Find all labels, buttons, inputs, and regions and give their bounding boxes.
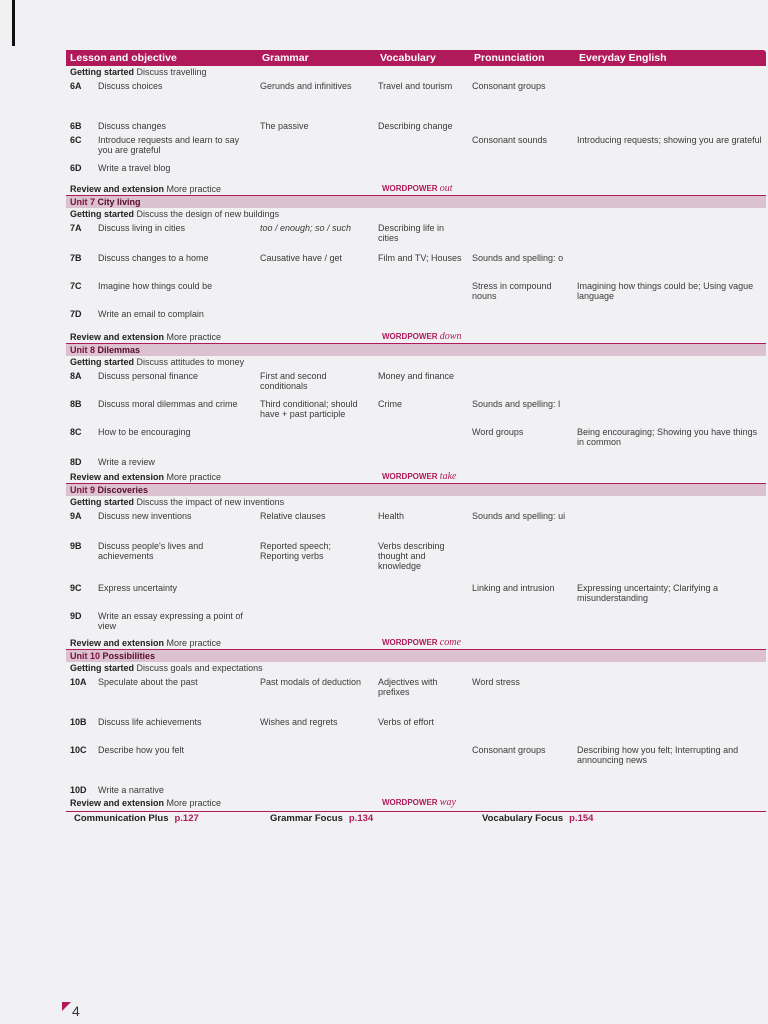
- unit-title-bar: [66, 649, 766, 662]
- lesson-pronunciation: Word stress: [472, 677, 520, 687]
- lesson-row: [66, 455, 766, 471]
- lesson-objective: Write a travel blog: [98, 163, 171, 173]
- lesson-grammar: Third conditional; should have + past participle: [260, 399, 358, 419]
- getting-started: [66, 208, 766, 221]
- review-row: [66, 637, 766, 649]
- lesson-vocabulary: Travel and tourism: [378, 81, 453, 91]
- lesson-pronunciation: [470, 611, 575, 637]
- lesson-pronunciation: Word groups: [472, 427, 524, 437]
- lesson-vocabulary: [376, 611, 470, 637]
- lesson-objective: Imagine how things could be: [98, 281, 213, 291]
- wordpower-label: WORDPOWER: [382, 184, 438, 193]
- lesson-code: 10D: [70, 785, 87, 795]
- lesson-objective: Discuss changes: [98, 121, 167, 131]
- lesson-code: 8A: [70, 371, 82, 381]
- lesson-vocabulary: Describing change: [378, 121, 453, 131]
- lesson-objective: Discuss choices: [98, 81, 163, 91]
- getting-started-label: Getting started: [70, 357, 135, 367]
- getting-started-label: Getting started: [70, 497, 135, 507]
- lesson-pronunciation: [470, 785, 575, 797]
- lesson-code: 7D: [70, 309, 82, 319]
- lesson-row: [66, 743, 766, 783]
- lesson-pronunciation: [470, 309, 575, 331]
- lesson-grammar: [258, 427, 376, 455]
- footer-vocabulary-focus: [482, 812, 593, 826]
- lesson-row: [66, 251, 766, 279]
- lesson-row: [66, 307, 766, 331]
- unit-number: Unit 8: [70, 345, 96, 355]
- lesson-pronunciation: Consonant groups: [472, 745, 546, 755]
- lesson-everyday-english: [575, 121, 766, 133]
- lesson-grammar: Wishes and regrets: [260, 717, 338, 727]
- unit-title-bar: [66, 195, 766, 208]
- lesson-vocabulary: Adjectives with prefixes: [378, 677, 438, 697]
- lesson-everyday-english: [575, 717, 766, 743]
- review-label: Review and extension: [70, 472, 165, 482]
- lesson-objective: Write an essay expressing a point of view: [98, 611, 243, 631]
- lesson-pronunciation: Sounds and spelling: o: [472, 253, 564, 263]
- lesson-code: 6C: [70, 135, 82, 145]
- footer-label: Grammar Focus: [270, 813, 343, 824]
- wordpower-label: WORDPOWER: [382, 638, 438, 647]
- lesson-row: [66, 133, 766, 161]
- lesson-pronunciation: [470, 717, 575, 743]
- getting-started: [66, 356, 766, 369]
- wordpower-word: out: [439, 183, 453, 194]
- footer-page: p.134: [348, 813, 374, 824]
- lesson-vocabulary: [376, 163, 470, 183]
- lesson-row: [66, 221, 766, 251]
- lesson-objective: Discuss changes to a home: [98, 253, 209, 263]
- wordpower-label: WORDPOWER: [382, 798, 438, 807]
- lesson-code: 10A: [70, 677, 87, 687]
- lesson-everyday-english: Being encouraging; Showing you have things in common: [577, 427, 758, 447]
- lesson-row: [66, 79, 766, 119]
- review-text: More practice: [166, 798, 222, 808]
- lesson-row: [66, 119, 766, 133]
- review-row: [66, 471, 766, 483]
- lesson-objective: Discuss people's lives and achievements: [98, 541, 204, 561]
- lesson-everyday-english: [575, 399, 766, 425]
- header-grammar: Grammar: [262, 52, 309, 64]
- lesson-code: 7A: [70, 223, 82, 233]
- unit-number: Unit 7: [70, 197, 96, 207]
- review-label: Review and extension: [70, 184, 165, 194]
- lesson-vocabulary: Money and finance: [378, 371, 455, 381]
- footer-grammar-focus: [266, 812, 482, 826]
- wordpower-word: way: [439, 797, 456, 808]
- getting-started: [66, 496, 766, 509]
- lesson-row: [66, 539, 766, 581]
- getting-started-text: Discuss the design of new buildings: [136, 209, 280, 219]
- lesson-everyday-english: [575, 785, 766, 797]
- lesson-objective: How to be encouraging: [98, 427, 191, 437]
- review-row: [66, 331, 766, 343]
- lesson-grammar: Past modals of deduction: [260, 677, 362, 687]
- lesson-pronunciation: Sounds and spelling: ui: [472, 511, 566, 521]
- lesson-row: [66, 279, 766, 307]
- unit-number: Unit 9: [70, 485, 96, 495]
- getting-started-text: Discuss goals and expectations: [136, 663, 263, 673]
- unit-6-section: [66, 66, 766, 195]
- lesson-code: 9A: [70, 511, 82, 521]
- page-number: 4: [72, 1003, 80, 1019]
- wordpower: [380, 637, 461, 649]
- lesson-vocabulary: [376, 785, 470, 797]
- lesson-vocabulary: [376, 135, 470, 161]
- review-label: Review and extension: [70, 332, 165, 342]
- lesson-vocabulary: Crime: [378, 399, 402, 409]
- lesson-grammar: [258, 611, 376, 637]
- getting-started-text: Discuss the impact of new inventions: [136, 497, 285, 507]
- review-row: [66, 797, 766, 809]
- header-pronunciation: Pronunciation: [474, 52, 545, 64]
- review-text: More practice: [166, 638, 222, 648]
- lesson-everyday-english: [575, 223, 766, 251]
- lesson-pronunciation: [470, 163, 575, 183]
- lesson-everyday-english: [575, 457, 766, 471]
- lesson-everyday-english: Introducing requests; showing you are grateful: [577, 135, 762, 145]
- lesson-grammar: Gerunds and infinitives: [260, 81, 352, 91]
- review-text: More practice: [166, 184, 222, 194]
- unit-7-section: [66, 195, 766, 343]
- lesson-vocabulary: Film and TV; Houses: [378, 253, 462, 263]
- binding-edge: [12, 0, 15, 46]
- wordpower-word: take: [439, 471, 457, 482]
- getting-started: [66, 662, 766, 675]
- lesson-grammar: First and second conditionals: [260, 371, 327, 391]
- lesson-pronunciation: Consonant groups: [472, 81, 546, 91]
- getting-started-text: Discuss travelling: [136, 67, 207, 77]
- lesson-row: [66, 397, 766, 425]
- lesson-vocabulary: [376, 309, 470, 331]
- wordpower-word: come: [439, 637, 461, 648]
- footer-communication-plus: [66, 812, 266, 826]
- lesson-code: 10C: [70, 745, 87, 755]
- lesson-pronunciation: Consonant sounds: [472, 135, 548, 145]
- unit-10-section: [66, 649, 766, 809]
- review-label: Review and extension: [70, 638, 165, 648]
- wordpower-word: down: [439, 331, 462, 342]
- lesson-grammar: [258, 135, 376, 161]
- unit-9-section: [66, 483, 766, 649]
- lesson-pronunciation: Stress in compound nouns: [472, 281, 552, 301]
- getting-started-label: Getting started: [70, 663, 135, 673]
- unit-title: Discoveries: [97, 485, 149, 495]
- lesson-everyday-english: [575, 253, 766, 279]
- lesson-row: [66, 161, 766, 183]
- lesson-grammar: [258, 281, 376, 307]
- wordpower: [380, 183, 453, 195]
- review-row: [66, 183, 766, 195]
- getting-started-label: Getting started: [70, 209, 135, 219]
- lesson-pronunciation: [470, 541, 575, 581]
- lesson-grammar: [258, 163, 376, 183]
- lesson-objective: Discuss life achievements: [98, 717, 202, 727]
- lesson-code: 6B: [70, 121, 82, 131]
- lesson-code: 7B: [70, 253, 82, 263]
- lesson-code: 9D: [70, 611, 82, 621]
- lesson-grammar: [258, 745, 376, 783]
- lesson-everyday-english: [575, 541, 766, 581]
- lesson-objective: Discuss new inventions: [98, 511, 192, 521]
- lesson-everyday-english: Expressing uncertainty; Clarifying a misunderstanding: [577, 583, 719, 603]
- lesson-code: 9B: [70, 541, 82, 551]
- lesson-pronunciation: [470, 121, 575, 133]
- unit-title: City living: [97, 197, 141, 207]
- footer-label: Communication Plus: [74, 813, 169, 824]
- wordpower: [380, 471, 456, 483]
- unit-8-section: [66, 343, 766, 483]
- lesson-pronunciation: Linking and intrusion: [472, 583, 555, 593]
- review-text: More practice: [166, 472, 222, 482]
- lesson-row: [66, 715, 766, 743]
- lesson-objective: Write a narrative: [98, 785, 164, 795]
- lesson-objective: Write an email to complain: [98, 309, 204, 319]
- lesson-code: 9C: [70, 583, 82, 593]
- lesson-row: [66, 509, 766, 539]
- lesson-row: [66, 369, 766, 397]
- lesson-everyday-english: Describing how you felt; Interrupting and announcing news: [577, 745, 739, 765]
- lesson-objective: Discuss moral dilemmas and crime: [98, 399, 238, 409]
- lesson-vocabulary: [376, 583, 470, 609]
- header-everyday-english: Everyday English: [579, 52, 667, 64]
- lesson-objective: Write a review: [98, 457, 155, 467]
- lesson-vocabulary: [376, 427, 470, 455]
- lesson-grammar: The passive: [260, 121, 309, 131]
- getting-started-label: Getting started: [70, 67, 135, 77]
- lesson-pronunciation: Sounds and spelling: l: [472, 399, 561, 409]
- lesson-everyday-english: [575, 309, 766, 331]
- lesson-everyday-english: [575, 81, 766, 119]
- lesson-pronunciation: [470, 457, 575, 471]
- footer-label: Vocabulary Focus: [482, 813, 564, 824]
- lesson-pronunciation: [470, 223, 575, 251]
- lesson-everyday-english: [575, 371, 766, 397]
- header-vocabulary: Vocabulary: [380, 52, 436, 64]
- table-header: [66, 50, 766, 66]
- lesson-code: 8C: [70, 427, 82, 437]
- lesson-grammar: [258, 309, 376, 331]
- lesson-code: 6D: [70, 163, 82, 173]
- lesson-pronunciation: [470, 371, 575, 397]
- lesson-everyday-english: [575, 677, 766, 715]
- lesson-objective: Express uncertainty: [98, 583, 178, 593]
- contents-table: [66, 50, 766, 826]
- lesson-objective: Discuss living in cities: [98, 223, 186, 233]
- lesson-grammar: [258, 785, 376, 797]
- unit-title-bar: [66, 483, 766, 496]
- lesson-grammar: [258, 457, 376, 471]
- lesson-row: [66, 425, 766, 455]
- lesson-everyday-english: [575, 611, 766, 637]
- corner-marker-icon: [62, 1002, 71, 1011]
- lesson-objective: Introduce requests and learn to say you are grateful: [98, 135, 240, 155]
- lesson-grammar: too / enough; so / such: [260, 223, 352, 233]
- lesson-objective: Speculate about the past: [98, 677, 198, 687]
- lesson-grammar: Relative clauses: [260, 511, 326, 521]
- lesson-vocabulary: [376, 745, 470, 783]
- lesson-objective: Describe how you felt: [98, 745, 185, 755]
- wordpower: [380, 797, 456, 809]
- lesson-grammar: Reported speech; Reporting verbs: [260, 541, 332, 561]
- review-label: Review and extension: [70, 798, 165, 808]
- lesson-everyday-english: [575, 511, 766, 539]
- footer-page: p.127: [174, 813, 199, 824]
- lesson-vocabulary: [376, 457, 470, 471]
- unit-number: Unit 10: [70, 651, 101, 661]
- page-number-block: [62, 1002, 80, 1019]
- review-text: More practice: [166, 332, 222, 342]
- lesson-vocabulary: [376, 281, 470, 307]
- lesson-row: [66, 581, 766, 609]
- footer-page: p.154: [569, 813, 594, 824]
- lesson-grammar: Causative have / get: [260, 253, 343, 263]
- lesson-code: 8D: [70, 457, 82, 467]
- lesson-row: [66, 675, 766, 715]
- lesson-everyday-english: [575, 163, 766, 183]
- lesson-objective: Discuss personal finance: [98, 371, 199, 381]
- lesson-everyday-english: Imagining how things could be; Using vague language: [577, 281, 754, 301]
- unit-title: Dilemmas: [97, 345, 141, 355]
- lesson-grammar: [258, 583, 376, 609]
- lesson-vocabulary: Describing life in cities: [378, 223, 445, 243]
- lesson-vocabulary: Verbs describing thought and knowledge: [378, 541, 445, 571]
- lesson-code: 6A: [70, 81, 82, 91]
- wordpower-label: WORDPOWER: [382, 472, 438, 481]
- lesson-row: [66, 609, 766, 637]
- getting-started: [66, 66, 766, 79]
- wordpower-label: WORDPOWER: [382, 332, 438, 341]
- header-lesson: Lesson and objective: [70, 52, 177, 64]
- getting-started-text: Discuss attitudes to money: [136, 357, 245, 367]
- unit-title-bar: [66, 343, 766, 356]
- wordpower: [380, 331, 461, 343]
- reference-footer: [66, 812, 766, 826]
- lesson-vocabulary: Health: [378, 511, 405, 521]
- lesson-code: 7C: [70, 281, 82, 291]
- lesson-code: 10B: [70, 717, 87, 727]
- lesson-vocabulary: Verbs of effort: [378, 717, 434, 727]
- lesson-row: [66, 783, 766, 797]
- lesson-code: 8B: [70, 399, 82, 409]
- unit-title: Possibilities: [102, 651, 156, 661]
